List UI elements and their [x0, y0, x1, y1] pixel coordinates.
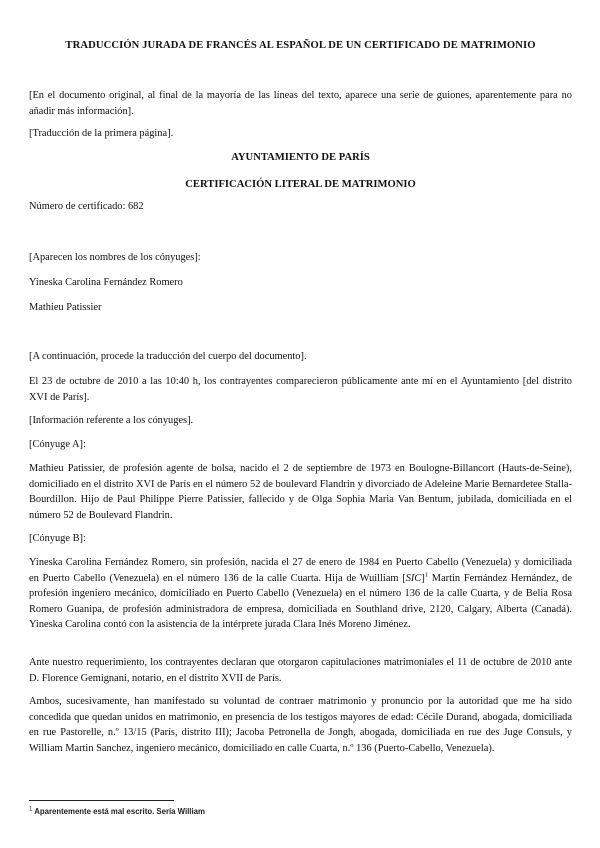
spouse-a-label: [Cónyuge A]:: [29, 439, 86, 450]
note-first-page: [Traducción de la primera página].: [29, 128, 174, 139]
spouse-b-text-3: Martin Fernández Hernández, de profesión ingeniero mecánico, domiciliado en Puerto Cabello (Venezuela) en el número 136 de la calle Cuarta, y de Belia Rosa Romero Guanipa, de profesión administradora de empresa, domiciliada en Southland drive, 2120, Calgary, Alberta (Canadá). Yineska Carolina contó con la asistencia de la intérprete jurada Clara Inés Moreno Jiménez.: [29, 572, 572, 630]
spouse-a-paragraph: Mathieu Patissier, de profesión agente de bolsa, nacido el 2 de septiembre de 1973 en Boulogne-Billancort (Hauts-de-Seine), domiciliado en el distrito XVI de París en el número 52 de boulevard Flandrin y divorciado de Adeleine Marie Bernardetee Stalla-Bourdillon. Hijo de Paul Philippe Pierre Patissier, fallecido y de Olga Sophia Maria Van Bentum, jubilada, domiciliada en el número 52 de Boulevard Flandrin.: [29, 463, 572, 521]
footnote-divider: [29, 800, 174, 801]
heading-city: AYUNTAMIENTO DE PARÍS: [231, 152, 370, 163]
document-title: TRADUCCIÓN JURADA DE FRANCÉS AL ESPAÑOL DE UN CERTIFICADO DE MATRIMONIO: [65, 40, 536, 51]
footnote-reference[interactable]: 1: [424, 571, 429, 579]
heading-certification: CERTIFICACIÓN LITERAL DE MATRIMONIO: [185, 179, 416, 190]
footnote-text: Aparentemente está mal escrito. Sería William: [32, 807, 205, 816]
names-note: [Aparecen los nombres de los cónyuges]:: [29, 252, 201, 263]
footnote-number: 1: [29, 806, 33, 813]
body-translation-note: [A continuación, procede la traducción del cuerpo del documento].: [29, 351, 307, 362]
spouse-b-label: [Cónyuge B]:: [29, 533, 86, 544]
spouse-name-1: Yineska Carolina Fernández Romero: [29, 277, 183, 288]
sic-mark: SIC: [405, 572, 422, 584]
spouse-name-2: Mathieu Patissier: [29, 302, 102, 313]
paragraph-vows: Ambos, sucesivamente, han manifestado su voluntad de contraer matrimonio y pronuncio por la autoridad que me ha sido concedida que quedan unidos en matrimonio, en presencia de los testigos mayores de edad: Cécile Durand, abogada, domiciliada en rue Pastorelle, n.º 13/15 (París, distrito III); Jacoba Petronella de Jongh, abogada, domiciliada en rue des Juge Consuls, y William Martin Sanchez, ingeniero mecánico, domiciliado en calle Cuarta, n.º 136 (Puerto-Cabello, Venezuela).: [29, 696, 572, 754]
paragraph-agreement: Ante nuestro requerimiento, los contrayentes declaran que otorgaron capitulaciones matrimoniales el 11 de octubre de 2010 ante D. Florence Gemignani, notario, en el distrito XVII de París.: [29, 657, 572, 684]
spouses-info-note: [Información referente a los cónyuges].: [29, 415, 194, 426]
paragraph-date: El 23 de octubre de 2010 a las 10:40 h, los contrayentes comparecieron públicamente ante mí en el Ayuntamiento [del distrito XVI de París].: [29, 376, 572, 403]
spouse-b-text-2: ]: [421, 572, 425, 584]
footnote: [29, 806, 572, 818]
certificate-number: Número de certificado: 682: [29, 201, 144, 212]
spouse-b-paragraph: [29, 555, 572, 633]
note-dashes: [En el documento original, al final de la mayoría de las líneas del texto, aparece una serie de guiones, aparentemente para no añadir más información].: [29, 90, 572, 117]
spouse-b-text-1: Yineska Carolina Fernández Romero, sin profesión, nacida el 27 de enero de 1984 en Puerto Cabello (Venezuela) y domiciliada en Puerto Cabello (Venezuela) en el número 136 de la calle Cuarta. Hija de Wuilliam [: [29, 557, 572, 584]
